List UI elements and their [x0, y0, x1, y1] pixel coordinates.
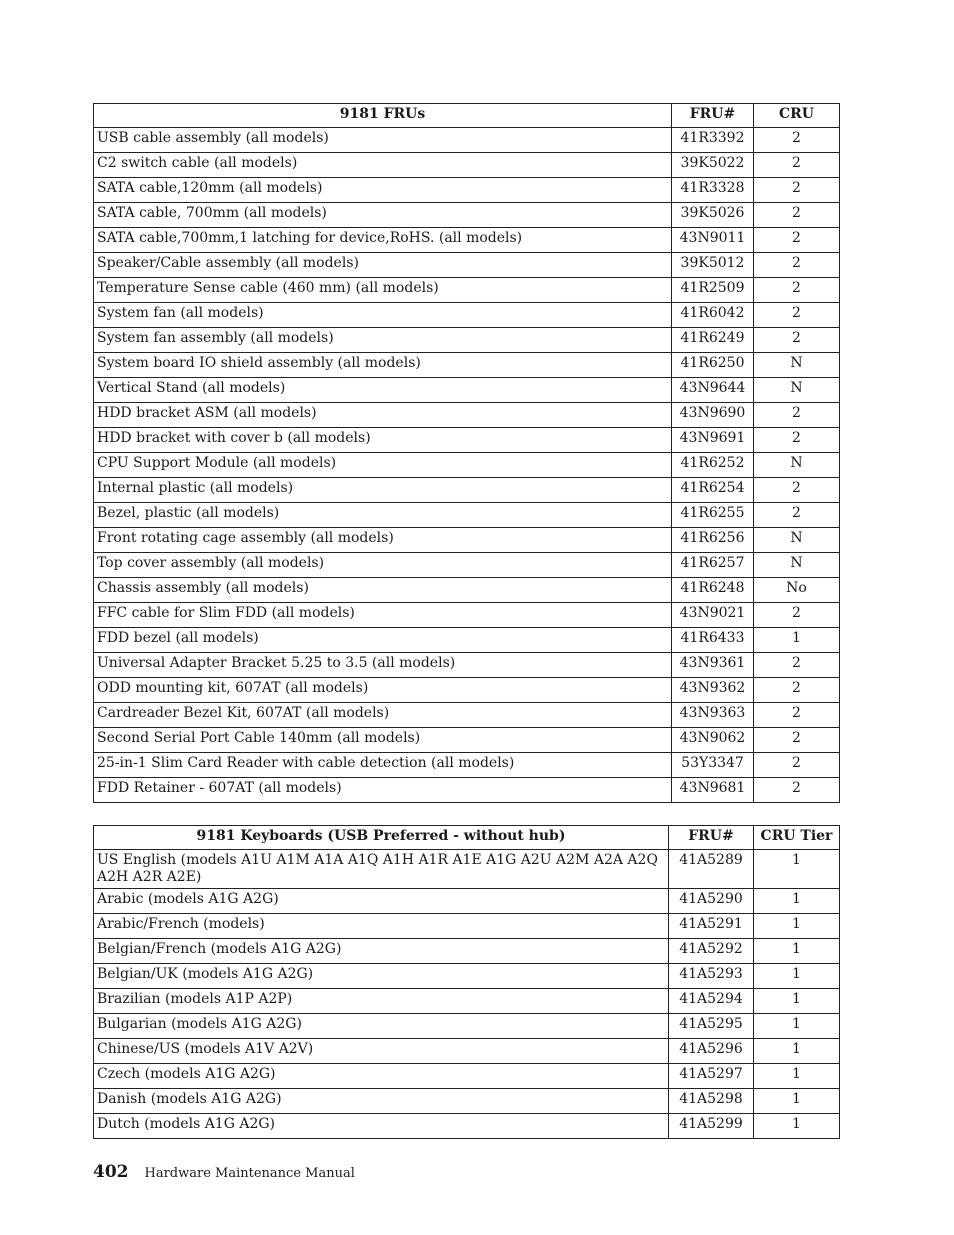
keyboard-header-description: 9181 Keyboards (USB Preferred - without hub) [94, 826, 669, 850]
fru-table [93, 103, 840, 803]
table-row [94, 728, 840, 753]
description-cell: HDD bracket ASM (all models) [94, 403, 672, 428]
fru-number-cell: 39K5012 [672, 253, 754, 278]
fru-number-cell: 41A5297 [669, 1064, 754, 1089]
table-row [94, 478, 840, 503]
fru-number-cell: 41R6250 [672, 353, 754, 378]
table-row [94, 989, 840, 1014]
fru-number-cell: 43N9681 [672, 778, 754, 803]
cru-cell: N [754, 353, 840, 378]
cru-cell: 2 [754, 153, 840, 178]
cru-cell: 2 [754, 503, 840, 528]
description-cell: US English (models A1U A1M A1A A1Q A1H A1R A1E A1G A2U A2M A2A A2Q A2H A2R A2E) [94, 850, 669, 889]
cru-cell: 2 [754, 128, 840, 153]
cru-cell: 1 [754, 889, 840, 914]
fru-number-cell: 41R6249 [672, 328, 754, 353]
fru-number-cell: 43N9644 [672, 378, 754, 403]
fru-number-cell: 41R6248 [672, 578, 754, 603]
fru-number-cell: 41A5290 [669, 889, 754, 914]
description-cell: C2 switch cable (all models) [94, 153, 672, 178]
fru-number-cell: 41A5298 [669, 1089, 754, 1114]
description-cell: Bulgarian (models A1G A2G) [94, 1014, 669, 1039]
cru-cell: 1 [754, 939, 840, 964]
table-row [94, 939, 840, 964]
fru-number-cell: 41R3328 [672, 178, 754, 203]
description-cell: Second Serial Port Cable 140mm (all models) [94, 728, 672, 753]
table-row [94, 703, 840, 728]
description-cell: Arabic/French (models) [94, 914, 669, 939]
cru-cell: 2 [754, 753, 840, 778]
keyboard-table [93, 825, 840, 1139]
cru-cell: 2 [754, 328, 840, 353]
fru-number-cell: 41R6256 [672, 528, 754, 553]
fru-number-cell: 43N9361 [672, 653, 754, 678]
table-row [94, 914, 840, 939]
fru-number-cell: 41A5294 [669, 989, 754, 1014]
table-row [94, 453, 840, 478]
cru-cell: 2 [754, 428, 840, 453]
cru-cell: N [754, 453, 840, 478]
description-cell: Speaker/Cable assembly (all models) [94, 253, 672, 278]
description-cell: 25-in-1 Slim Card Reader with cable detection (all models) [94, 753, 672, 778]
description-cell: Belgian/French (models A1G A2G) [94, 939, 669, 964]
description-cell: Cardreader Bezel Kit, 607AT (all models) [94, 703, 672, 728]
description-cell: Top cover assembly (all models) [94, 553, 672, 578]
cru-cell: N [754, 528, 840, 553]
description-cell: Universal Adapter Bracket 5.25 to 3.5 (all models) [94, 653, 672, 678]
table-row [94, 503, 840, 528]
fru-number-cell: 43N9690 [672, 403, 754, 428]
fru-number-cell: 41R3392 [672, 128, 754, 153]
fru-number-cell: 41R2509 [672, 278, 754, 303]
description-cell: System fan assembly (all models) [94, 328, 672, 353]
cru-cell: 2 [754, 228, 840, 253]
fru-number-cell: 43N9362 [672, 678, 754, 703]
table-row [94, 178, 840, 203]
cru-cell: N [754, 378, 840, 403]
fru-number-cell: 41R6433 [672, 628, 754, 653]
table-row [94, 303, 840, 328]
fru-number-cell: 41R6042 [672, 303, 754, 328]
table-row [94, 128, 840, 153]
description-cell: System board IO shield assembly (all models) [94, 353, 672, 378]
fru-number-cell: 41R6252 [672, 453, 754, 478]
description-cell: Danish (models A1G A2G) [94, 1089, 669, 1114]
fru-number-cell: 43N9363 [672, 703, 754, 728]
table-row [94, 528, 840, 553]
table-row [94, 1014, 840, 1039]
fru-number-cell: 53Y3347 [672, 753, 754, 778]
description-cell: Front rotating cage assembly (all models) [94, 528, 672, 553]
cru-cell: 1 [754, 1114, 840, 1139]
table-row [94, 403, 840, 428]
description-cell: FDD Retainer - 607AT (all models) [94, 778, 672, 803]
description-cell: FFC cable for Slim FDD (all models) [94, 603, 672, 628]
fru-header-cru: CRU [754, 104, 840, 128]
fru-number-cell: 41A5293 [669, 964, 754, 989]
cru-cell: 1 [754, 989, 840, 1014]
cru-cell: 1 [754, 1064, 840, 1089]
page-footer [93, 1162, 355, 1182]
fru-header-description: 9181 FRUs [94, 104, 672, 128]
table-row [94, 628, 840, 653]
description-cell: Czech (models A1G A2G) [94, 1064, 669, 1089]
fru-number-cell: 41A5292 [669, 939, 754, 964]
description-cell: Internal plastic (all models) [94, 478, 672, 503]
fru-number-cell: 41A5289 [669, 850, 754, 889]
cru-cell: No [754, 578, 840, 603]
table-row [94, 278, 840, 303]
fru-number-cell: 41A5291 [669, 914, 754, 939]
fru-number-cell: 41A5299 [669, 1114, 754, 1139]
cru-cell: 2 [754, 728, 840, 753]
description-cell: System fan (all models) [94, 303, 672, 328]
cru-cell: 1 [754, 914, 840, 939]
cru-cell: 2 [754, 178, 840, 203]
cru-cell: 2 [754, 303, 840, 328]
description-cell: USB cable assembly (all models) [94, 128, 672, 153]
fru-table-header [94, 104, 840, 128]
description-cell: Vertical Stand (all models) [94, 378, 672, 403]
table-row [94, 153, 840, 178]
cru-cell: 2 [754, 703, 840, 728]
description-cell: Temperature Sense cable (460 mm) (all models) [94, 278, 672, 303]
fru-number-cell: 43N9011 [672, 228, 754, 253]
description-cell: Chassis assembly (all models) [94, 578, 672, 603]
table-row [94, 253, 840, 278]
table-row [94, 1114, 840, 1139]
manual-title: Hardware Maintenance Manual [144, 1166, 355, 1181]
cru-cell: 1 [754, 628, 840, 653]
description-cell: Bezel, plastic (all models) [94, 503, 672, 528]
cru-cell: 2 [754, 678, 840, 703]
table-row [94, 1064, 840, 1089]
table-row [94, 653, 840, 678]
fru-number-cell: 41A5296 [669, 1039, 754, 1064]
fru-number-cell: 43N9021 [672, 603, 754, 628]
cru-cell: 2 [754, 653, 840, 678]
description-cell: Chinese/US (models A1V A2V) [94, 1039, 669, 1064]
cru-cell: 2 [754, 778, 840, 803]
cru-cell: 2 [754, 253, 840, 278]
table-row [94, 328, 840, 353]
table-row [94, 203, 840, 228]
table-row [94, 578, 840, 603]
cru-cell: 2 [754, 203, 840, 228]
cru-cell: 2 [754, 478, 840, 503]
cru-cell: 1 [754, 1089, 840, 1114]
fru-number-cell: 41A5295 [669, 1014, 754, 1039]
table-row [94, 1089, 840, 1114]
fru-number-cell: 39K5026 [672, 203, 754, 228]
description-cell: Brazilian (models A1P A2P) [94, 989, 669, 1014]
description-cell: FDD bezel (all models) [94, 628, 672, 653]
table-row [94, 889, 840, 914]
description-cell: ODD mounting kit, 607AT (all models) [94, 678, 672, 703]
description-cell: Belgian/UK (models A1G A2G) [94, 964, 669, 989]
table-row [94, 603, 840, 628]
fru-table-body [94, 128, 840, 803]
fru-number-cell: 43N9691 [672, 428, 754, 453]
description-cell: SATA cable,700mm,1 latching for device,RoHS. (all models) [94, 228, 672, 253]
fru-number-cell: 43N9062 [672, 728, 754, 753]
cru-cell: 1 [754, 1014, 840, 1039]
keyboard-table-header [94, 826, 840, 850]
description-cell: CPU Support Module (all models) [94, 453, 672, 478]
fru-number-cell: 41R6254 [672, 478, 754, 503]
description-cell: HDD bracket with cover b (all models) [94, 428, 672, 453]
keyboard-header-fru-number: FRU# [669, 826, 754, 850]
table-row [94, 964, 840, 989]
table-row [94, 753, 840, 778]
cru-cell: 2 [754, 403, 840, 428]
fru-number-cell: 39K5022 [672, 153, 754, 178]
table-row [94, 353, 840, 378]
description-cell: Dutch (models A1G A2G) [94, 1114, 669, 1139]
description-cell: SATA cable,120mm (all models) [94, 178, 672, 203]
cru-cell: 1 [754, 1039, 840, 1064]
fru-number-cell: 41R6255 [672, 503, 754, 528]
cru-cell: 2 [754, 603, 840, 628]
table-row [94, 428, 840, 453]
table-row [94, 228, 840, 253]
cru-cell: 1 [754, 850, 840, 889]
table-row [94, 850, 840, 889]
keyboard-header-cru-tier: CRU Tier [754, 826, 840, 850]
table-row [94, 378, 840, 403]
description-cell: Arabic (models A1G A2G) [94, 889, 669, 914]
table-row [94, 678, 840, 703]
table-row [94, 1039, 840, 1064]
fru-number-cell: 41R6257 [672, 553, 754, 578]
page-number: 402 [93, 1162, 129, 1182]
cru-cell: 2 [754, 278, 840, 303]
description-cell: SATA cable, 700mm (all models) [94, 203, 672, 228]
fru-header-fru-number: FRU# [672, 104, 754, 128]
table-row [94, 778, 840, 803]
keyboard-table-body [94, 850, 840, 1139]
table-row [94, 553, 840, 578]
cru-cell: 1 [754, 964, 840, 989]
cru-cell: N [754, 553, 840, 578]
